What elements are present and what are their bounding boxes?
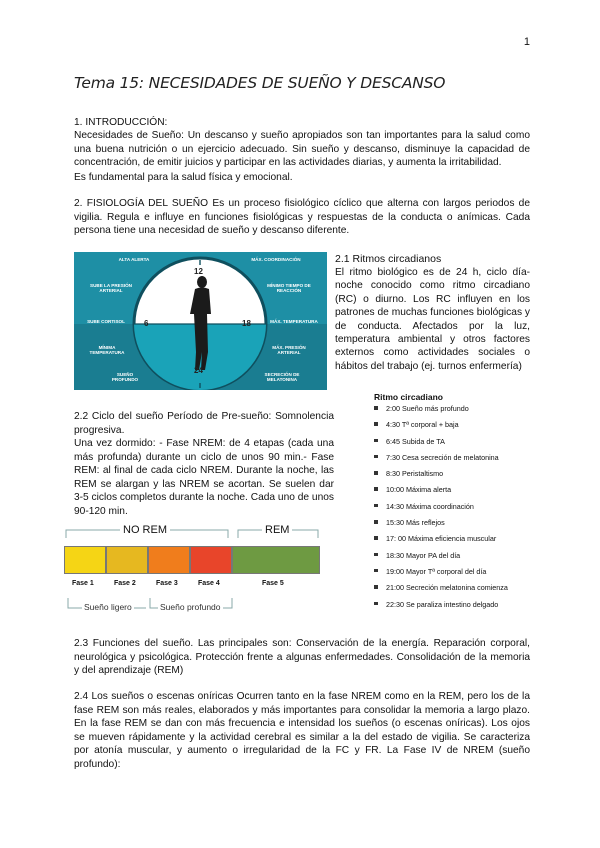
label-max-presion: MÁX. PRESIÓN ARTERIAL: [272, 345, 306, 356]
ritmo-item: 18:30 Mayor PA del día: [374, 551, 508, 567]
ritmo-item: 10:00 Máxima alerta: [374, 485, 508, 501]
section-1-body: Necesidades de Sueño: Un descanso y sueño apropiados son tan importantes para la salud como una buena nutrición o un ejercicio adecuado. Sin sueño y descanso, disminuye la capacidad de concentración, de emitir juicios y participar en las actividades diarias, y aumenta la irritabilidad.: [74, 130, 530, 168]
deep-sleep-label: Sueño profundo: [160, 602, 221, 612]
phase-3-label: Fase 3: [156, 580, 178, 587]
phase-1-bar: [64, 546, 106, 574]
label-sueno-profundo: SUEÑO PROFUNDO: [111, 372, 139, 383]
section-2-heading: 2. FISIOLOGÍA DEL SUEÑO: [74, 198, 209, 209]
ritmo-item: 6:45 Subida de TA: [374, 437, 508, 453]
label-minima-temperatura: MÍNIMA TEMPERATURA: [89, 345, 125, 356]
ritmo-item: 22:30 Se paraliza intestino delgado: [374, 600, 508, 616]
label-sube-cortisol: SUBE CORTISOL: [87, 319, 125, 324]
hour-18-label: 18: [242, 319, 251, 328]
section-2-2-body: Una vez dormido: - Fase NREM: de 4 etapas (cada una más profunda) durante un ciclo de unos 90 min.- Fase REM: al final de cada ciclo NREM. Durante la noche, las REM se alargan y las NREM se acortan. Se suelen dar 3-5 ciclos completos durante la noche. Cada uno de unos 90-120 min.: [74, 438, 334, 517]
hour-24-label: 24: [194, 366, 203, 375]
page-title: Tema 15: NECESIDADES DE SUEÑO Y DESCANSO: [74, 74, 446, 92]
section-2-1-heading: 2.1 Ritmos circadianos: [335, 253, 442, 265]
label-secrecion-melatonina: SECRECIÓN DE MELATONINA: [264, 372, 300, 383]
page-number: 1: [523, 36, 530, 48]
ritmo-item: 8:30 Peristaltismo: [374, 469, 508, 485]
section-1-heading: 1. INTRODUCCIÓN:: [74, 117, 168, 128]
circadian-clock-image: [74, 252, 327, 390]
section-2-body: Es un proceso fisiológico cíclico que alterna con largos periodos de vigilia. Regula e influye en funciones fisiológicas y respuestas de la conducta o anímicas. Cada persona tiene una necesidad de sueño y descanso diferente.: [74, 198, 530, 236]
section-2-3: 2.3 Funciones del sueño. Las principales son: Conservación de la energía. Reparación corporal, neurológica y psicológica. Protección frente a algunas enfermedades. Consolidación de la memoria y del aprendizaje (REM): [74, 638, 530, 676]
section-1-body-2: Es fundamental para la salud física y emocional.: [74, 172, 293, 183]
label-alta-alerta: ALTA ALERTA: [118, 257, 150, 262]
label-minimo-tiempo: MÍNIMO TIEMPO DE REACCIÓN: [267, 283, 311, 294]
ritmo-item: 15:30 Más reflejos: [374, 518, 508, 534]
ritmo-item: 21:00 Secreción melatonina comienza: [374, 583, 508, 599]
phase-4-bar: [190, 546, 232, 574]
hour-6-label: 6: [144, 319, 149, 328]
ritmo-item: 19:00 Mayor Tª corporal del día: [374, 567, 508, 583]
phase-2-bar: [106, 546, 148, 574]
phase-1-label: Fase 1: [72, 580, 94, 587]
phase-3-bar: [148, 546, 190, 574]
section-2-paragraph: [74, 197, 530, 238]
ritmo-title: Ritmo circadiano: [374, 392, 443, 402]
label-sube-presion: SUBE LA PRESIÓN ARTERIAL: [90, 283, 132, 294]
ritmo-item: 14:30 Máxima coordinación: [374, 502, 508, 518]
section-2-4: 2.4 Los sueños o escenas oníricas Ocurren tanto en la fase NREM como en la REM, pero los de la fase REM son más reales, elaborados y más importantes para consolidar la memoria a largo plazo. En la fase REM se dan con más frecuencia e intensidad los sueños (o escenas oníricas). Los ojos se mueven rápidamente y la actividad cerebral es similar a la del estado de vigilia. Se caracteriza por atonía muscular, y aumento o irregularidad de la FC y FR. La Fase IV de NREM (sueño profundo):: [74, 691, 530, 770]
ritmo-item: 7:30 Cesa secreción de melatonina: [374, 453, 508, 469]
phase-5-label: Fase 5: [262, 580, 284, 587]
section-2-1-body: El ritmo biológico es de 24 h, ciclo día-noche conocido como ritmo circadiano (RC) o diurno. Los RC influyen en los patrones de muchas funciones biológicas y de conducta. Afectados por la luz, temperatura ambiental y otros factores externos como actividades sociales o hábitos del trabajo (ej. turnos enfermería): [335, 267, 530, 372]
ritmo-item: 2:00 Sueño más profundo: [374, 404, 508, 420]
phase-2-label: Fase 2: [114, 580, 136, 587]
sleep-phases-diagram: [62, 520, 322, 620]
section-2-2-heading: 2.2 Ciclo del sueño Período de Pre-sueño: Somnolencia progresiva.: [74, 411, 334, 436]
light-sleep-label: Sueño ligero: [84, 602, 132, 612]
phase-4-label: Fase 4: [198, 580, 220, 587]
label-max-coordinacion: MÁX. COORDINACIÓN: [251, 257, 301, 262]
nrem-label: NO REM: [120, 524, 170, 536]
ritmo-item: 17: 00 Máxima eficiencia muscular: [374, 534, 508, 550]
hour-12-label: 12: [194, 267, 203, 276]
ritmo-item: 4:30 Tª corporal + baja: [374, 420, 508, 436]
ritmo-list: [374, 404, 508, 616]
phase-5-bar: [232, 546, 320, 574]
section-2-1: [335, 252, 530, 373]
rem-label: REM: [262, 524, 292, 536]
label-max-temperatura: MÁX. TEMPERATURA: [270, 319, 318, 324]
